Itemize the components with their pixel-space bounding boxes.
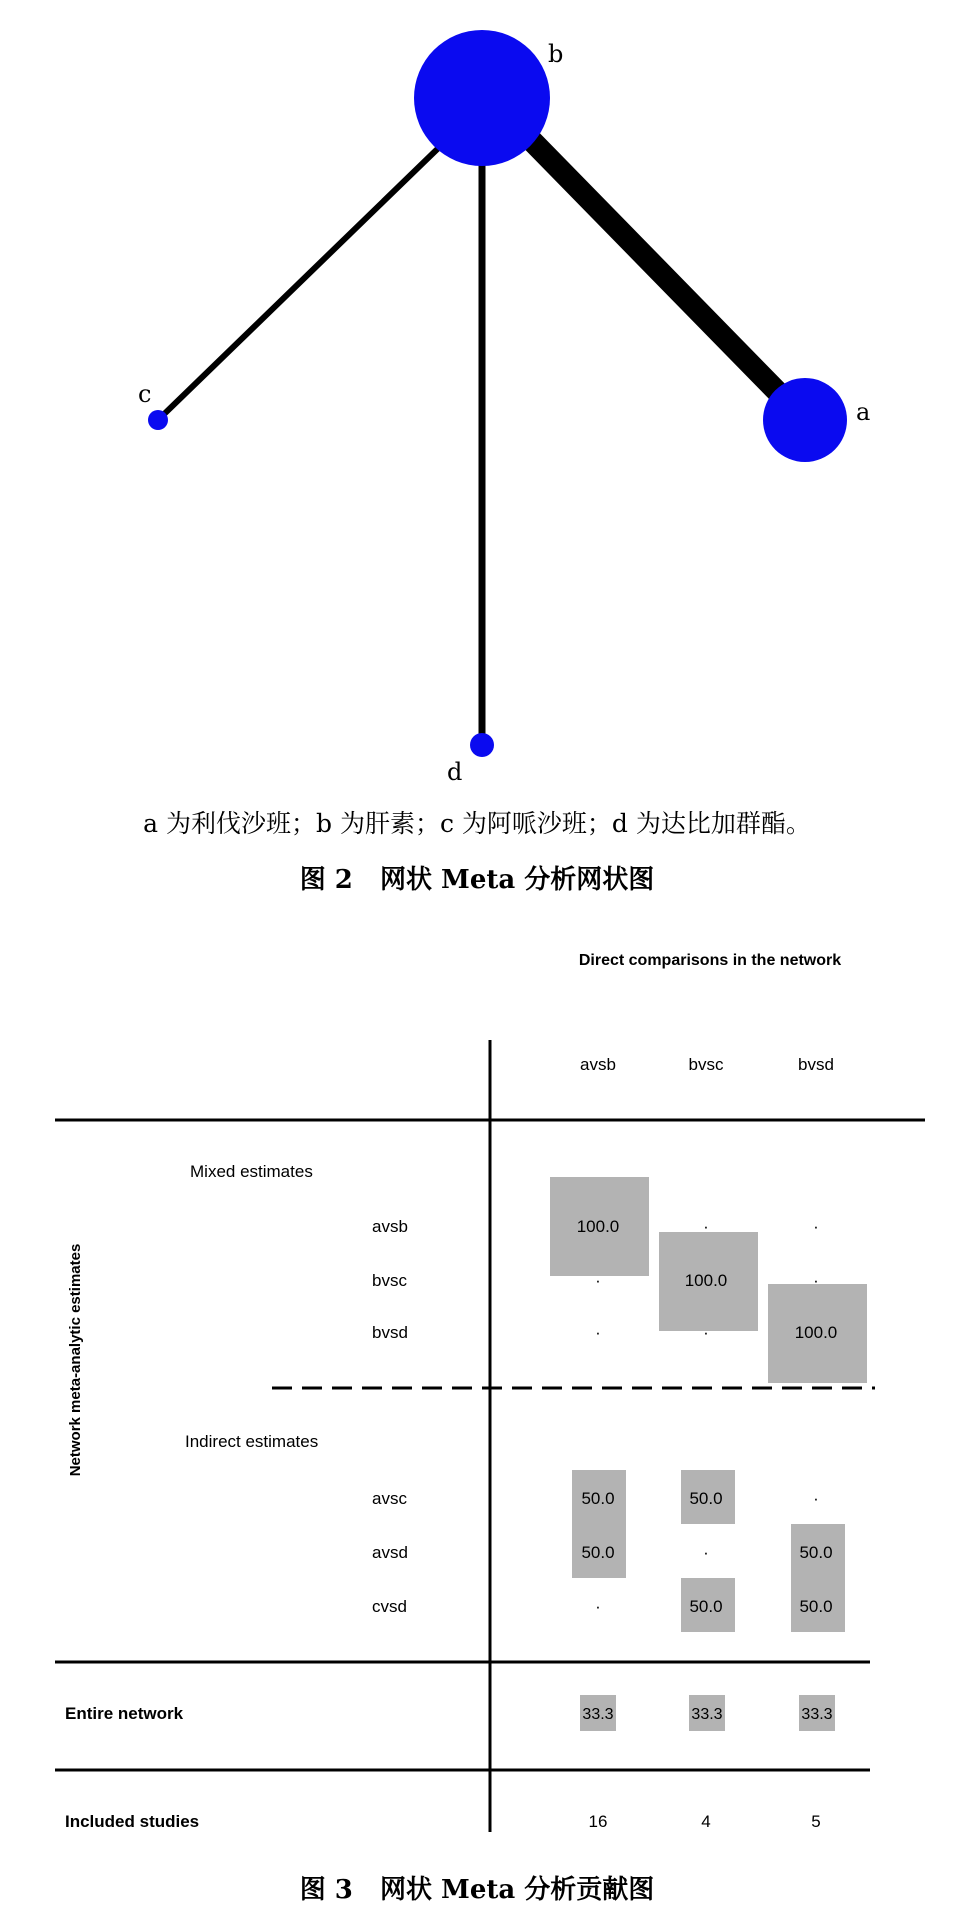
cell-value: · xyxy=(813,1217,819,1236)
mixed-estimates-label: Mixed estimates xyxy=(190,1162,313,1181)
row-label: bvsd xyxy=(372,1323,408,1342)
column-header: bvsc xyxy=(688,1055,724,1074)
cell-value: 16 xyxy=(588,1812,608,1831)
indirect-estimates-label: Indirect estimates xyxy=(185,1432,319,1451)
cell-value: · xyxy=(813,1489,819,1508)
cell-value: · xyxy=(703,1217,709,1236)
cell-value: · xyxy=(813,1271,819,1290)
node-b xyxy=(414,30,550,166)
cell-value: 4 xyxy=(701,1812,711,1831)
node-label-b: b xyxy=(548,40,564,68)
cell-value: 5 xyxy=(811,1812,821,1831)
cell-value: 50.0 xyxy=(799,1543,833,1562)
cell-value: 100.0 xyxy=(576,1217,620,1236)
contribution-title: Direct comparisons in the network xyxy=(578,952,842,969)
row-label: avsd xyxy=(372,1543,408,1562)
edge-b-a xyxy=(490,98,805,420)
node-label-d: d xyxy=(447,758,463,786)
node-d xyxy=(470,733,494,757)
cell-value: 50.0 xyxy=(799,1597,833,1616)
figure2-note: a 为利伐沙班；b 为肝素；c 为阿哌沙班；d 为达比加群酯。 xyxy=(143,809,811,838)
cell-value: 100.0 xyxy=(794,1323,838,1342)
cell-value: 33.3 xyxy=(801,1706,833,1723)
contribution-plot xyxy=(55,952,925,1832)
network-plot xyxy=(138,30,870,786)
cell-value: 100.0 xyxy=(684,1271,728,1290)
cell-value: 50.0 xyxy=(581,1489,615,1508)
cell-value: 50.0 xyxy=(581,1543,615,1562)
cell-value: · xyxy=(595,1323,601,1342)
row-label: bvsc xyxy=(372,1271,407,1290)
cell-value: · xyxy=(595,1271,601,1290)
cell-value: · xyxy=(703,1543,709,1562)
node-c xyxy=(148,410,168,430)
row-label: cvsd xyxy=(372,1597,407,1616)
cell-value: 50.0 xyxy=(689,1597,723,1616)
cell-value: · xyxy=(703,1323,709,1342)
cell-value: 33.3 xyxy=(582,1706,614,1723)
node-a xyxy=(763,378,847,462)
node-label-c: c xyxy=(138,380,152,408)
cell-value: 50.0 xyxy=(689,1489,723,1508)
column-header: avsb xyxy=(580,1055,616,1074)
figure3-caption: 图 3 网状 Meta 分析贡献图 xyxy=(299,1875,655,1905)
included-studies-label: Included studies xyxy=(65,1812,200,1831)
row-label: avsb xyxy=(372,1217,408,1236)
side-axis-label: Network meta-analytic estimates xyxy=(67,1243,84,1477)
row-label: avsc xyxy=(372,1489,407,1508)
figure2-caption: 图 2 网状 Meta 分析网状图 xyxy=(299,865,655,895)
cell-value: 33.3 xyxy=(691,1706,723,1723)
entire-network-label: Entire network xyxy=(65,1704,184,1723)
node-label-a: a xyxy=(856,398,871,426)
cell-value: · xyxy=(595,1597,601,1616)
column-header: bvsd xyxy=(798,1055,834,1074)
